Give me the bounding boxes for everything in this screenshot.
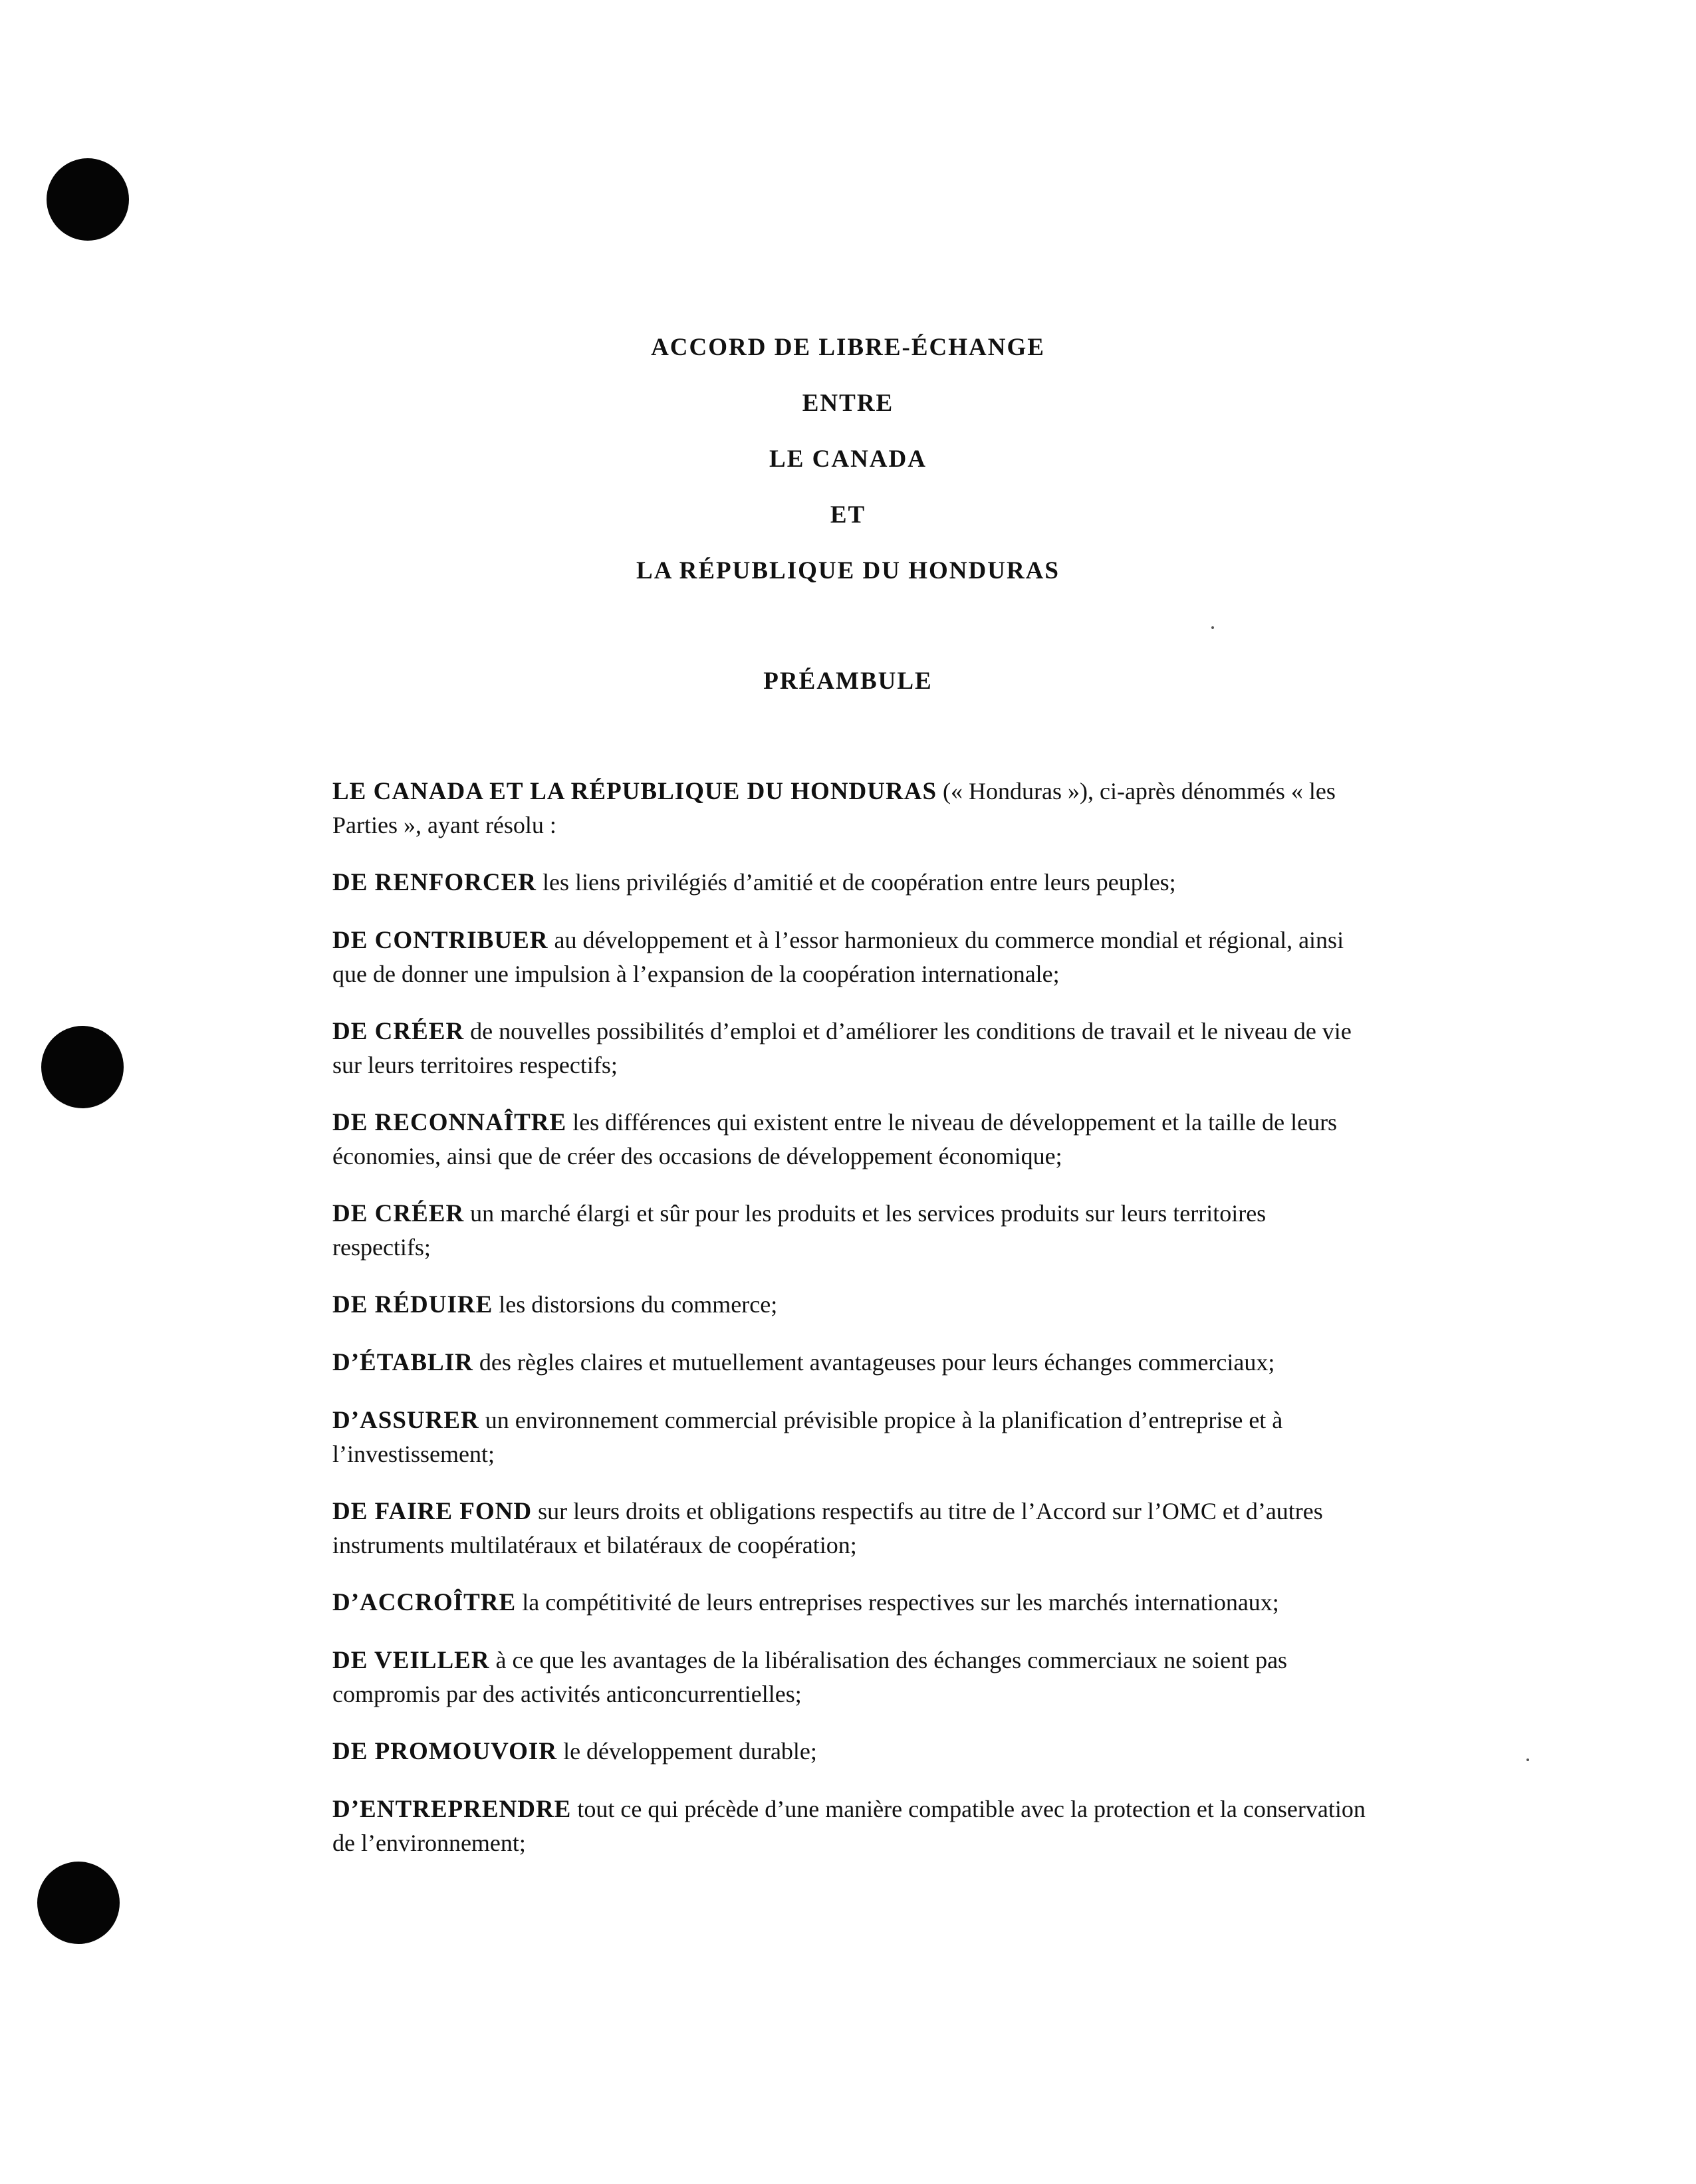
- clause-text: la compétitivité de leurs entreprises respectives sur les marchés internationaux;: [516, 1589, 1279, 1616]
- clause-text: tout ce qui précède d’une manière compatible avec la protection et la conservation de l’environnement;: [332, 1796, 1366, 1856]
- scan-speck: [1526, 1759, 1529, 1761]
- clause-lead: DE VEILLER: [332, 1647, 490, 1674]
- scan-speck: [1211, 626, 1214, 629]
- clause-text: au développement et à l’essor harmonieux du commerce mondial et régional, ainsi que de donner une impulsion à l’expansion de la coopération internationale;: [332, 927, 1344, 987]
- preamble-clause: [332, 1792, 1370, 1860]
- title-line: ET: [830, 501, 866, 529]
- preamble-clause: [332, 1495, 1370, 1562]
- clause-text: les distorsions du commerce;: [493, 1291, 778, 1318]
- clause-lead: D’ENTREPRENDRE: [332, 1796, 572, 1823]
- clause-lead: DE FAIRE FOND: [332, 1498, 533, 1525]
- clause-lead: DE RÉDUIRE: [332, 1291, 493, 1318]
- punch-hole-middle: [41, 1026, 124, 1108]
- preamble-clause: [332, 1643, 1370, 1711]
- clause-lead: DE CONTRIBUER: [332, 927, 548, 954]
- clause-lead: D’ASSURER: [332, 1407, 479, 1434]
- document-title: [0, 331, 1696, 610]
- preamble-clause: [332, 1015, 1370, 1082]
- punch-hole-top: [47, 158, 129, 241]
- preamble-heading: PRÉAMBULE: [763, 667, 933, 695]
- preamble-clause: [332, 866, 1370, 900]
- clause-text: les différences qui existent entre le niveau de développement et la taille de leurs économies, ainsi que de créer des occasions de développement économique;: [332, 1109, 1338, 1169]
- preamble-clause: [332, 1197, 1370, 1264]
- intro-text: (« Honduras »), ci-après dénommés « les Parties », ayant résolu :: [332, 778, 1336, 838]
- preamble-clause: [332, 1735, 1370, 1768]
- punch-hole-bottom: [37, 1862, 120, 1944]
- preamble-clause: [332, 1106, 1370, 1173]
- preamble-clause: [332, 1403, 1370, 1471]
- clause-text: un environnement commercial prévisible propice à la planification d’entreprise et à l’investissement;: [332, 1407, 1283, 1467]
- clause-text: de nouvelles possibilités d’emploi et d’améliorer les conditions de travail et le niveau de vie sur leurs territoires respectifs;: [332, 1018, 1352, 1078]
- preamble-intro: [332, 775, 1370, 842]
- clause-text: un marché élargi et sûr pour les produits et les services produits sur leurs territoires respectifs;: [332, 1200, 1267, 1261]
- clause-lead: D’ACCROÎTRE: [332, 1589, 517, 1616]
- preamble-clause: [332, 1586, 1370, 1620]
- clause-text: les liens privilégiés d’amitié et de coopération entre leurs peuples;: [537, 869, 1176, 896]
- clause-text: à ce que les avantages de la libéralisation des échanges commerciaux ne soient pas compromis par des activités anticoncurrentielles;: [332, 1647, 1288, 1707]
- clause-lead: DE RECONNAÎTRE: [332, 1109, 567, 1136]
- clause-lead: D’ÉTABLIR: [332, 1349, 473, 1376]
- clause-text: des règles claires et mutuellement avantageuses pour leurs échanges commerciaux;: [473, 1349, 1275, 1376]
- preamble-body: [332, 775, 1370, 1883]
- title-line: LE CANADA: [769, 445, 927, 473]
- title-line: LA RÉPUBLIQUE DU HONDURAS: [636, 557, 1060, 584]
- clause-text: le développement durable;: [557, 1738, 817, 1764]
- preamble-clause: [332, 1288, 1370, 1322]
- clause-text: sur leurs droits et obligations respectifs au titre de l’Accord sur l’OMC et d’autres instruments multilatéraux et bilatéraux de coopération;: [332, 1498, 1323, 1558]
- intro-lead: LE CANADA ET LA RÉPUBLIQUE DU HONDURAS: [332, 778, 937, 805]
- clause-lead: DE CRÉER: [332, 1200, 465, 1227]
- title-line: ACCORD DE LIBRE-ÉCHANGE: [651, 334, 1045, 361]
- clause-lead: DE PROMOUVOIR: [332, 1738, 558, 1765]
- preamble-clause: [332, 923, 1370, 991]
- preamble-clause: [332, 1346, 1370, 1380]
- title-line: ENTRE: [802, 390, 894, 417]
- clause-lead: DE RENFORCER: [332, 869, 537, 896]
- clause-lead: DE CRÉER: [332, 1018, 465, 1045]
